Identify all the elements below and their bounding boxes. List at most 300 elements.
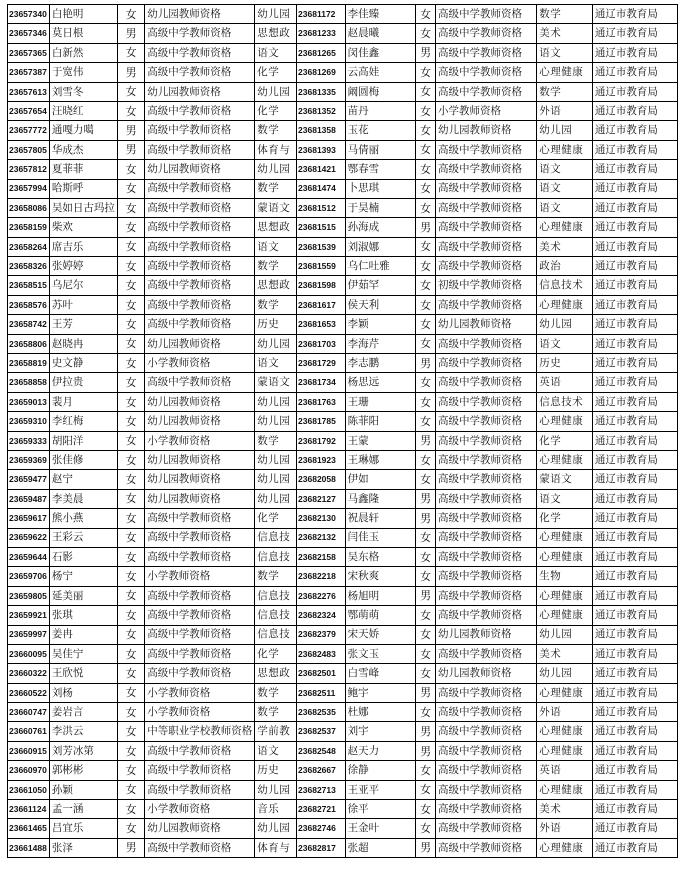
certificate-type: 高级中学教师资格	[145, 101, 255, 120]
issuing-authority: 通辽市教育局	[592, 295, 677, 314]
applicant-name: 杨宁	[49, 567, 117, 586]
applicant-id: 23658742	[8, 315, 50, 334]
applicant-sex: 女	[117, 567, 144, 586]
certificate-type: 幼儿园教师资格	[436, 315, 537, 334]
issuing-authority: 通辽市教育局	[592, 606, 677, 625]
issuing-authority: 通辽市教育局	[592, 373, 677, 392]
applicant-name: 乌仁吐雅	[345, 257, 416, 276]
issuing-authority: 通辽市教育局	[592, 82, 677, 101]
table-row	[8, 606, 678, 625]
subject: 外语	[537, 101, 593, 120]
certificate-type: 幼儿园教师资格	[145, 334, 255, 353]
subject: 心理健康	[537, 683, 593, 702]
subject: 心理健康	[537, 295, 593, 314]
applicant-name: 苗丹	[345, 101, 416, 120]
subject: 幼儿园	[255, 5, 297, 24]
applicant-name: 李志鹏	[345, 354, 416, 373]
certificate-type: 高级中学教师资格	[436, 373, 537, 392]
applicant-name: 于昊楠	[345, 198, 416, 217]
subject: 幼儿园	[255, 392, 297, 411]
subject: 美术	[537, 237, 593, 256]
applicant-name: 赵晨曦	[345, 24, 416, 43]
applicant-sex: 男	[416, 741, 436, 760]
certificate-type: 高级中学教师资格	[436, 431, 537, 450]
issuing-authority: 通辽市教育局	[592, 198, 677, 217]
certificate-type: 高级中学教师资格	[145, 373, 255, 392]
table-row	[8, 276, 678, 295]
applicant-name: 卜思琪	[345, 179, 416, 198]
applicant-name: 于宽伟	[49, 63, 117, 82]
table-row	[8, 43, 678, 62]
subject: 思想政	[255, 276, 297, 295]
applicant-sex: 女	[416, 295, 436, 314]
applicant-id: 23657340	[8, 5, 50, 24]
subject: 化学	[255, 63, 297, 82]
applicant-sex: 男	[416, 43, 436, 62]
applicant-id: 23658264	[8, 237, 50, 256]
applicant-name: 玉花	[345, 121, 416, 140]
subject: 心理健康	[537, 412, 593, 431]
table-row	[8, 683, 678, 702]
applicant-name: 张婷婷	[49, 257, 117, 276]
subject: 语文	[255, 741, 297, 760]
applicant-name: 白艳明	[49, 5, 117, 24]
table-row	[8, 121, 678, 140]
table-row	[8, 334, 678, 353]
applicant-id: 23657387	[8, 63, 50, 82]
applicant-id: 23681515	[297, 218, 346, 237]
certificate-type: 高级中学教师资格	[436, 761, 537, 780]
applicant-sex: 女	[117, 160, 144, 179]
applicant-sex: 女	[416, 567, 436, 586]
applicant-sex: 女	[117, 334, 144, 353]
applicant-id: 23660522	[8, 683, 50, 702]
applicant-name: 侯天利	[345, 295, 416, 314]
subject: 数学	[537, 5, 593, 24]
table-row	[8, 82, 678, 101]
subject: 历史	[255, 761, 297, 780]
applicant-sex: 女	[117, 82, 144, 101]
applicant-sex: 女	[117, 722, 144, 741]
applicant-name: 张佳修	[49, 450, 117, 469]
issuing-authority: 通辽市教育局	[592, 43, 677, 62]
applicant-sex: 女	[117, 198, 144, 217]
subject: 信息技	[255, 547, 297, 566]
certificate-type: 高级中学教师资格	[436, 160, 537, 179]
issuing-authority: 通辽市教育局	[592, 257, 677, 276]
subject: 幼儿园	[537, 315, 593, 334]
applicant-sex: 女	[117, 489, 144, 508]
applicant-id: 23682501	[297, 664, 346, 683]
applicant-name: 通嘎力噶	[49, 121, 117, 140]
issuing-authority: 通辽市教育局	[592, 218, 677, 237]
subject: 心理健康	[537, 838, 593, 857]
issuing-authority: 通辽市教育局	[592, 644, 677, 663]
applicant-id: 23658326	[8, 257, 50, 276]
certificate-type: 幼儿园教师资格	[145, 82, 255, 101]
certificate-type: 初级中学教师资格	[436, 276, 537, 295]
applicant-name: 李红梅	[49, 412, 117, 431]
applicant-id: 23681233	[297, 24, 346, 43]
subject: 化学	[255, 101, 297, 120]
issuing-authority: 通辽市教育局	[592, 586, 677, 605]
applicant-id: 23682713	[297, 780, 346, 799]
certificate-type: 幼儿园教师资格	[145, 412, 255, 431]
applicant-sex: 女	[416, 664, 436, 683]
table-row	[8, 819, 678, 838]
certificate-type: 幼儿园教师资格	[436, 625, 537, 644]
applicant-sex: 女	[117, 470, 144, 489]
subject: 化学	[537, 509, 593, 528]
certificate-type: 高级中学教师资格	[436, 295, 537, 314]
applicant-name: 乌尼尔	[49, 276, 117, 295]
certificate-type: 中等职业学校教师资格	[145, 722, 255, 741]
applicant-id: 23659477	[8, 470, 50, 489]
applicant-id: 23681421	[297, 160, 346, 179]
issuing-authority: 通辽市教育局	[592, 664, 677, 683]
table-row	[8, 450, 678, 469]
applicant-id: 23681265	[297, 43, 346, 62]
subject: 心理健康	[537, 63, 593, 82]
applicant-sex: 女	[117, 528, 144, 547]
subject: 语文	[537, 198, 593, 217]
issuing-authority: 通辽市教育局	[592, 528, 677, 547]
subject: 政治	[537, 257, 593, 276]
issuing-authority: 通辽市教育局	[592, 780, 677, 799]
subject: 蒙语文	[255, 373, 297, 392]
applicant-id: 23682721	[297, 800, 346, 819]
subject: 外语	[537, 819, 593, 838]
subject: 数学	[537, 82, 593, 101]
certificate-type: 高级中学教师资格	[145, 257, 255, 276]
applicant-id: 23681653	[297, 315, 346, 334]
table-row	[8, 354, 678, 373]
certificate-type: 高级中学教师资格	[145, 625, 255, 644]
certificate-type: 高级中学教师资格	[436, 24, 537, 43]
applicant-sex: 男	[416, 354, 436, 373]
applicant-name: 孙颖	[49, 780, 117, 799]
certificate-type: 高级中学教师资格	[436, 140, 537, 159]
table-row	[8, 509, 678, 528]
subject: 幼儿园	[255, 489, 297, 508]
applicant-id: 23657346	[8, 24, 50, 43]
applicant-sex: 女	[117, 683, 144, 702]
table-row	[8, 160, 678, 179]
applicant-name: 吕宜乐	[49, 819, 117, 838]
applicant-id: 23682817	[297, 838, 346, 857]
certificate-type: 高级中学教师资格	[436, 509, 537, 528]
applicant-name: 杜娜	[345, 703, 416, 722]
applicant-id: 23660095	[8, 644, 50, 663]
applicant-name: 王金叶	[345, 819, 416, 838]
applicant-id: 23681335	[297, 82, 346, 101]
applicant-id: 23681393	[297, 140, 346, 159]
subject: 数学	[255, 179, 297, 198]
issuing-authority: 通辽市教育局	[592, 140, 677, 159]
applicant-id: 23659310	[8, 412, 50, 431]
issuing-authority: 通辽市教育局	[592, 5, 677, 24]
issuing-authority: 通辽市教育局	[592, 237, 677, 256]
certificate-type: 小学教师资格	[145, 354, 255, 373]
applicant-sex: 女	[117, 257, 144, 276]
applicant-sex: 女	[416, 373, 436, 392]
applicant-sex: 女	[117, 354, 144, 373]
subject: 幼儿园	[537, 121, 593, 140]
issuing-authority: 通辽市教育局	[592, 63, 677, 82]
subject: 幼儿园	[255, 450, 297, 469]
certificate-type: 高级中学教师资格	[145, 43, 255, 62]
subject: 信息技术	[537, 392, 593, 411]
issuing-authority: 通辽市教育局	[592, 315, 677, 334]
applicant-sex: 女	[416, 63, 436, 82]
applicant-id: 23658819	[8, 354, 50, 373]
subject: 幼儿园	[537, 664, 593, 683]
applicant-id: 23681474	[297, 179, 346, 198]
applicant-sex: 女	[416, 315, 436, 334]
certificate-type: 高级中学教师资格	[436, 354, 537, 373]
issuing-authority: 通辽市教育局	[592, 431, 677, 450]
applicant-name: 王珊	[345, 392, 416, 411]
applicant-name: 杨思远	[345, 373, 416, 392]
applicant-name: 吴东格	[345, 547, 416, 566]
subject: 幼儿园	[255, 334, 297, 353]
applicant-name: 李颖	[345, 315, 416, 334]
applicant-id: 23681703	[297, 334, 346, 353]
applicant-sex: 女	[117, 392, 144, 411]
table-row	[8, 780, 678, 799]
applicant-sex: 女	[416, 198, 436, 217]
certificate-type: 高级中学教师资格	[436, 838, 537, 857]
applicant-id: 23659487	[8, 489, 50, 508]
applicant-sex: 女	[117, 431, 144, 450]
applicant-id: 23657613	[8, 82, 50, 101]
applicant-id: 23681923	[297, 450, 346, 469]
subject: 外语	[537, 703, 593, 722]
certificate-type: 高级中学教师资格	[145, 664, 255, 683]
applicant-sex: 女	[416, 412, 436, 431]
certificate-type: 高级中学教师资格	[145, 606, 255, 625]
subject: 音乐	[255, 800, 297, 819]
certificate-type: 幼儿园教师资格	[436, 664, 537, 683]
applicant-name: 王彩云	[49, 528, 117, 547]
applicant-sex: 女	[416, 334, 436, 353]
subject: 心理健康	[537, 547, 593, 566]
applicant-id: 23659644	[8, 547, 50, 566]
certificate-type: 高级中学教师资格	[436, 780, 537, 799]
applicant-id: 23681617	[297, 295, 346, 314]
applicant-sex: 女	[117, 315, 144, 334]
applicant-sex: 男	[117, 121, 144, 140]
applicant-id: 23658576	[8, 295, 50, 314]
applicant-id: 23682746	[297, 819, 346, 838]
certificate-type: 幼儿园教师资格	[145, 160, 255, 179]
applicant-sex: 女	[416, 140, 436, 159]
applicant-name: 张超	[345, 838, 416, 857]
applicant-sex: 女	[416, 121, 436, 140]
applicant-id: 23659369	[8, 450, 50, 469]
certificate-type: 高级中学教师资格	[436, 198, 537, 217]
applicant-id: 23682158	[297, 547, 346, 566]
issuing-authority: 通辽市教育局	[592, 819, 677, 838]
subject: 美术	[537, 644, 593, 663]
certificate-type: 高级中学教师资格	[145, 24, 255, 43]
applicant-sex: 女	[117, 703, 144, 722]
subject: 语文	[255, 354, 297, 373]
issuing-authority: 通辽市教育局	[592, 470, 677, 489]
subject: 语文	[255, 43, 297, 62]
applicant-name: 王亚平	[345, 780, 416, 799]
table-row	[8, 237, 678, 256]
applicant-sex: 女	[416, 470, 436, 489]
applicant-id: 23681352	[297, 101, 346, 120]
applicant-sex: 女	[416, 606, 436, 625]
applicant-sex: 男	[416, 683, 436, 702]
applicant-name: 孙海成	[345, 218, 416, 237]
subject: 数学	[255, 431, 297, 450]
table-row	[8, 664, 678, 683]
applicant-name: 熊小燕	[49, 509, 117, 528]
subject: 语文	[537, 43, 593, 62]
certificate-type: 高级中学教师资格	[436, 741, 537, 760]
table-row	[8, 412, 678, 431]
subject: 化学	[255, 509, 297, 528]
applicant-name: 夏菲菲	[49, 160, 117, 179]
applicant-name: 史文静	[49, 354, 117, 373]
applicant-id: 23661124	[8, 800, 50, 819]
certificate-type: 高级中学教师资格	[145, 644, 255, 663]
issuing-authority: 通辽市教育局	[592, 625, 677, 644]
certificate-type: 高级中学教师资格	[145, 547, 255, 566]
subject: 蒙语文	[255, 198, 297, 217]
table-row	[8, 489, 678, 508]
subject: 心理健康	[537, 780, 593, 799]
applicant-name: 刘宇	[345, 722, 416, 741]
applicant-name: 赵宁	[49, 470, 117, 489]
applicant-name: 宋秋爽	[345, 567, 416, 586]
subject: 历史	[537, 354, 593, 373]
applicant-id: 23659333	[8, 431, 50, 450]
issuing-authority: 通辽市教育局	[592, 121, 677, 140]
subject: 幼儿园	[537, 625, 593, 644]
certificate-type: 高级中学教师资格	[436, 644, 537, 663]
applicant-id: 23659013	[8, 392, 50, 411]
certificate-type: 幼儿园教师资格	[145, 819, 255, 838]
applicant-name: 宋天娇	[345, 625, 416, 644]
applicant-sex: 女	[117, 800, 144, 819]
applicant-sex: 男	[416, 838, 436, 857]
applicant-id: 23658858	[8, 373, 50, 392]
certificate-type: 高级中学教师资格	[436, 43, 537, 62]
table-row	[8, 5, 678, 24]
applicant-name: 郭彬彬	[49, 761, 117, 780]
subject: 语文	[537, 179, 593, 198]
subject: 美术	[537, 800, 593, 819]
applicant-sex: 女	[416, 82, 436, 101]
issuing-authority: 通辽市教育局	[592, 101, 677, 120]
table-row	[8, 392, 678, 411]
certificate-type: 高级中学教师资格	[145, 237, 255, 256]
applicant-id: 23682276	[297, 586, 346, 605]
applicant-id: 23659622	[8, 528, 50, 547]
certificate-type: 高级中学教师资格	[145, 121, 255, 140]
certificate-type: 高级中学教师资格	[145, 761, 255, 780]
applicant-id: 23681729	[297, 354, 346, 373]
subject: 心理健康	[537, 528, 593, 547]
applicant-sex: 女	[416, 780, 436, 799]
certificate-type: 高级中学教师资格	[436, 567, 537, 586]
applicant-id: 23681559	[297, 257, 346, 276]
applicant-sex: 女	[416, 625, 436, 644]
certificate-type: 高级中学教师资格	[436, 392, 537, 411]
applicant-name: 姜岩言	[49, 703, 117, 722]
certificate-type: 高级中学教师资格	[145, 63, 255, 82]
applicant-name: 陈菲阳	[345, 412, 416, 431]
applicant-sex: 男	[416, 722, 436, 741]
applicant-name: 刘淑娜	[345, 237, 416, 256]
applicant-name: 白新然	[49, 43, 117, 62]
applicant-id: 23682537	[297, 722, 346, 741]
issuing-authority: 通辽市教育局	[592, 450, 677, 469]
subject: 信息技	[255, 606, 297, 625]
subject: 信息技术	[537, 276, 593, 295]
applicant-sex: 女	[117, 179, 144, 198]
table-row	[8, 179, 678, 198]
applicant-sex: 女	[416, 160, 436, 179]
applicant-id: 23682058	[297, 470, 346, 489]
applicant-sex: 男	[416, 489, 436, 508]
certificate-type: 幼儿园教师资格	[145, 5, 255, 24]
applicant-id: 23682324	[297, 606, 346, 625]
applicant-id: 23682130	[297, 509, 346, 528]
issuing-authority: 通辽市教育局	[592, 683, 677, 702]
applicant-sex: 女	[117, 644, 144, 663]
applicant-id: 23660915	[8, 741, 50, 760]
table-row	[8, 295, 678, 314]
subject: 英语	[537, 373, 593, 392]
applicant-name: 吴佳宁	[49, 644, 117, 663]
certificate-type: 高级中学教师资格	[436, 586, 537, 605]
certificate-type: 高级中学教师资格	[436, 606, 537, 625]
certificate-type: 高级中学教师资格	[145, 528, 255, 547]
certificate-type: 小学教师资格	[436, 101, 537, 120]
certificate-type: 高级中学教师资格	[145, 218, 255, 237]
subject: 化学	[537, 431, 593, 450]
issuing-authority: 通辽市教育局	[592, 800, 677, 819]
applicant-id: 23681539	[297, 237, 346, 256]
table-row	[8, 373, 678, 392]
applicant-name: 姜冉	[49, 625, 117, 644]
issuing-authority: 通辽市教育局	[592, 276, 677, 295]
applicant-sex: 男	[416, 586, 436, 605]
applicant-sex: 女	[117, 509, 144, 528]
applicant-name: 徐静	[345, 761, 416, 780]
certificate-type: 高级中学教师资格	[436, 412, 537, 431]
applicant-sex: 女	[416, 276, 436, 295]
applicant-name: 莫日根	[49, 24, 117, 43]
subject: 英语	[537, 761, 593, 780]
applicant-id: 23657654	[8, 101, 50, 120]
applicant-sex: 女	[416, 761, 436, 780]
applicant-id: 23659706	[8, 567, 50, 586]
subject: 心理健康	[537, 218, 593, 237]
subject: 体育与	[255, 140, 297, 159]
subject: 美术	[537, 24, 593, 43]
certificate-type: 高级中学教师资格	[436, 63, 537, 82]
applicant-sex: 女	[416, 703, 436, 722]
certificate-type: 小学教师资格	[145, 800, 255, 819]
subject: 语文	[537, 160, 593, 179]
applicant-sex: 女	[117, 295, 144, 314]
